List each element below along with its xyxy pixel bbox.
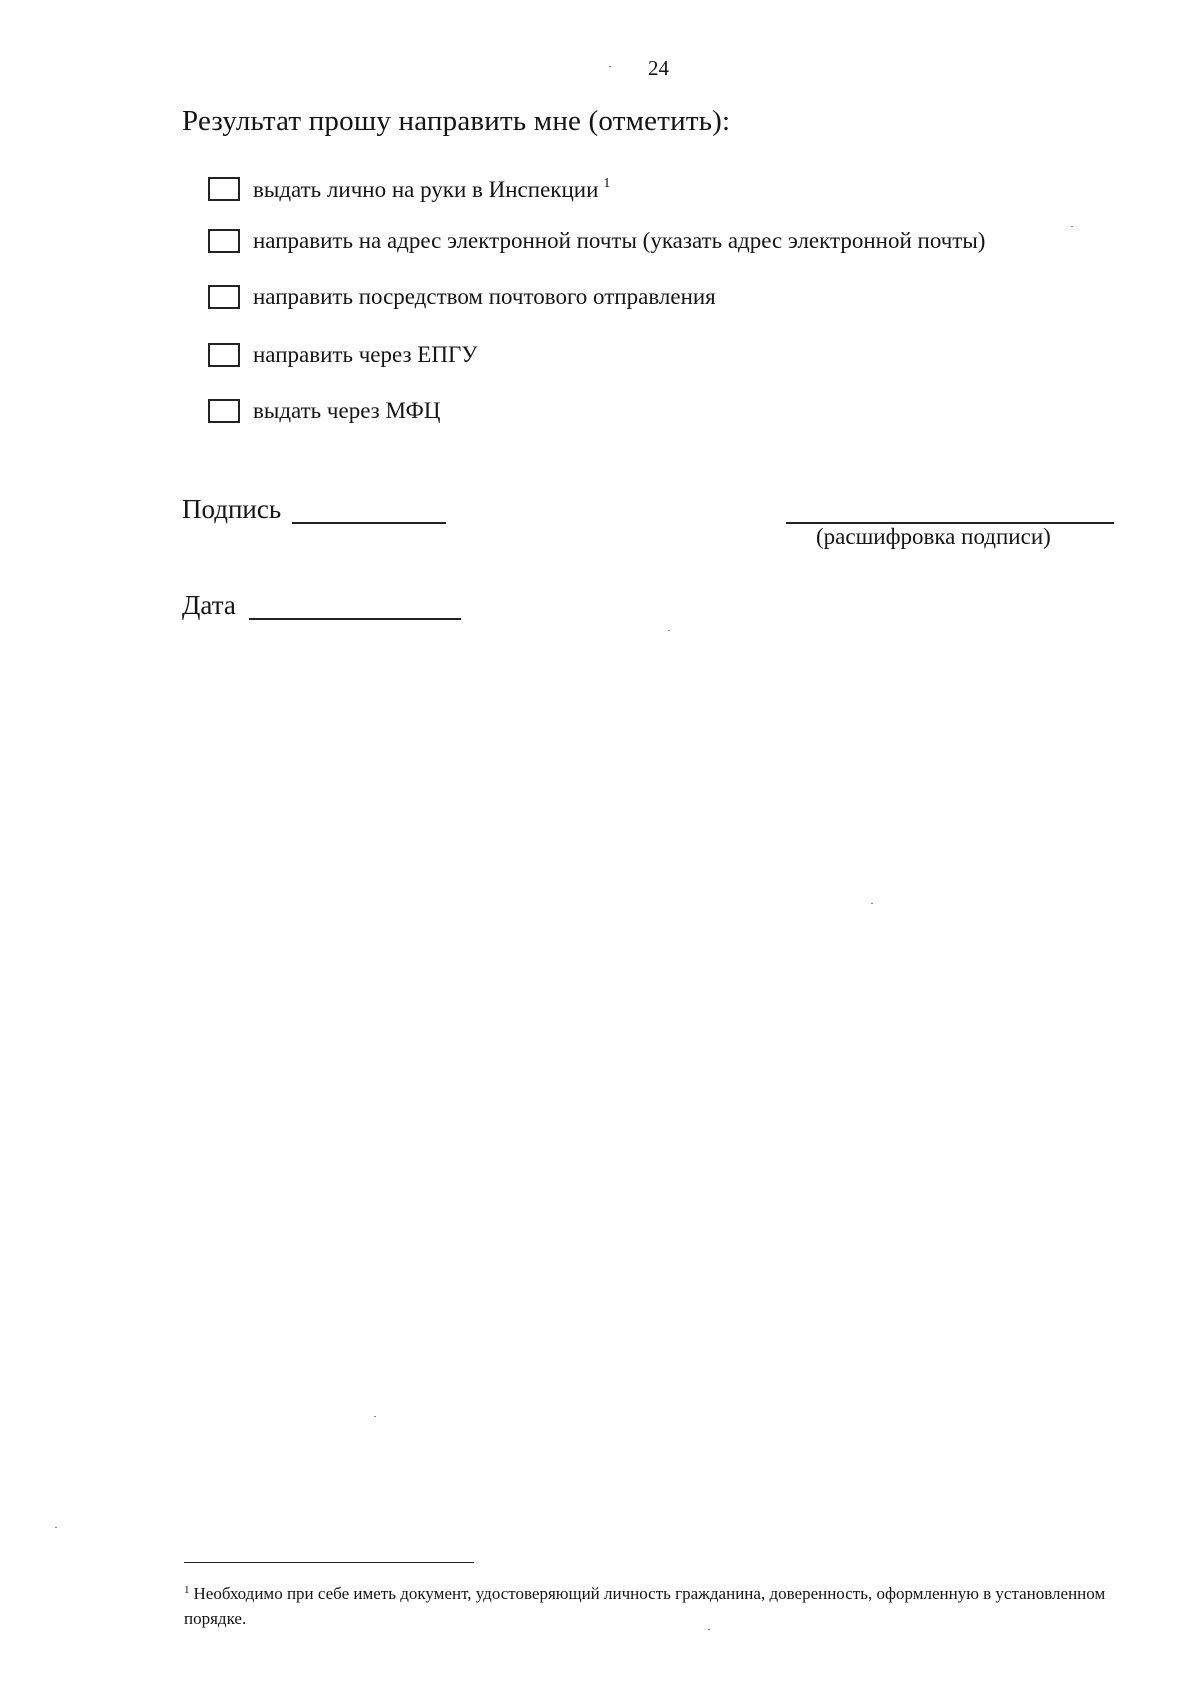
scan-speck — [871, 903, 873, 904]
page-number: 24 — [648, 56, 669, 80]
option-in-person-label: выдать лично на руки в Инспекции $^1$ — [253, 175, 611, 202]
option-in-person[interactable] — [208, 174, 610, 204]
footnote — [184, 1578, 1164, 1631]
scan-speck — [609, 66, 611, 67]
result-delivery-heading: Результат прошу направить мне (отметить): — [182, 105, 731, 137]
option-epgu-label: направить через ЕПГУ — [253, 342, 478, 367]
date-field[interactable] — [249, 618, 461, 620]
footnote-text: Необходимо при себе иметь документ, удостоверяющий личность гражданина, доверенность, оформленную в установленном порядке. — [184, 1584, 1106, 1628]
scan-speck — [668, 630, 670, 631]
footnote-marker: 1 — [184, 1584, 190, 1596]
footnote-divider — [184, 1562, 474, 1563]
option-post-label: направить посредством почтового отправления — [253, 284, 716, 309]
scan-speck — [374, 1416, 376, 1417]
scan-speck — [55, 1527, 57, 1528]
option-mfc-label: выдать через МФЦ — [253, 398, 441, 423]
option-email-label: направить на адрес электронной почты (указать адрес электронной почты) — [253, 228, 986, 253]
option-mfc[interactable] — [208, 396, 440, 426]
checkbox-email[interactable] — [208, 229, 240, 253]
checkbox-epgu[interactable] — [208, 343, 240, 367]
option-epgu[interactable] — [208, 340, 478, 370]
date-label: Дата — [182, 590, 236, 620]
scan-speck — [1071, 226, 1073, 227]
checkbox-mfc[interactable] — [208, 399, 240, 423]
footnote-ref: 1 — [603, 175, 611, 191]
checkbox-in-person[interactable] — [208, 177, 240, 201]
signature-label: Подпись — [182, 494, 282, 524]
option-email[interactable] — [208, 226, 985, 256]
signature-decode-caption: (расшифровка подписи) — [816, 524, 1051, 549]
signature-field[interactable] — [292, 522, 446, 524]
checkbox-post[interactable] — [208, 285, 240, 309]
option-post[interactable] — [208, 282, 716, 312]
scan-speck — [708, 1629, 710, 1630]
